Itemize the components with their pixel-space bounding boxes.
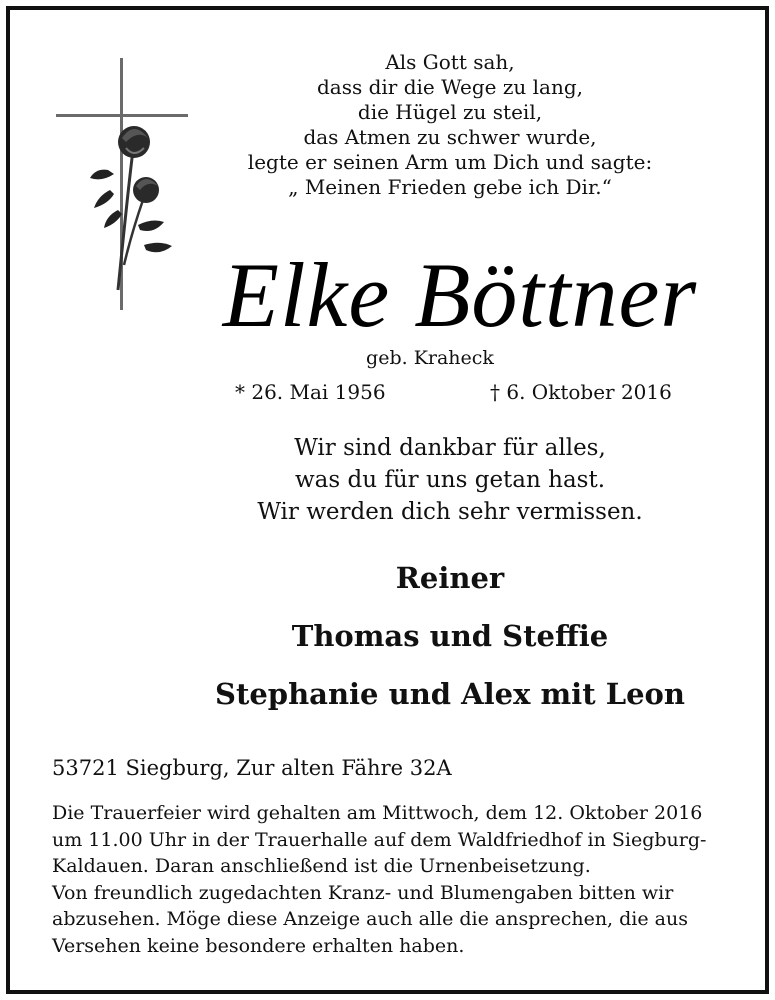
poem-line: Als Gott sah, [385,50,515,74]
family-line: Reiner [395,561,505,595]
poem-line: „ Meinen Frieden gebe ich Dir.“ [288,175,612,199]
notice-line: um 11.00 Uhr in der Trauerhalle auf dem Waldfriedhof in Siegburg- [52,828,707,851]
poem-line: legte er seinen Arm um Dich und sagte: [247,150,653,174]
poem-line: das Atmen zu schwer wurde, [303,125,597,149]
thanks-line: was du für uns getan hast. [294,467,606,493]
poem-line: dass dir die Wege zu lang, [316,75,583,99]
thanks-text [190,432,710,528]
family-line: Stephanie und Alex mit Leon [215,677,685,711]
death-date: † 6. Oktober 2016 [490,380,672,404]
poem-line: die Hügel zu steil, [357,100,543,124]
notice-line: Die Trauerfeier wird gehalten am Mittwoch, dem 12. Oktober 2016 [52,802,703,824]
birth-date: * 26. Mai 1956 [235,380,386,404]
obituary-frame [6,6,769,994]
deceased-name: Elke Böttner [222,244,698,346]
family-signatures [140,558,760,732]
funeral-notice [52,800,762,959]
thanks-line: Wir sind dankbar für alles, [294,435,606,461]
birth-name: geb. Kraheck [366,347,494,369]
poem [230,50,670,200]
address: 53721 Siegburg, Zur alten Fähre 32A [52,756,452,780]
notice-line: Versehen keine besondere erhalten haben. [52,934,465,957]
notice-line: Von freundlich zugedachten Kranz- und Blumengaben bitten wir [52,881,674,904]
thanks-line: Wir werden dich sehr vermissen. [257,499,643,525]
notice-line: abzusehen. Möge diese Anzeige auch alle die ansprechen, die aus [52,908,688,930]
family-line: Thomas und Steffie [291,619,609,653]
notice-line: Kaldauen. Daran anschließend ist die Urnenbeisetzung. [52,855,591,877]
